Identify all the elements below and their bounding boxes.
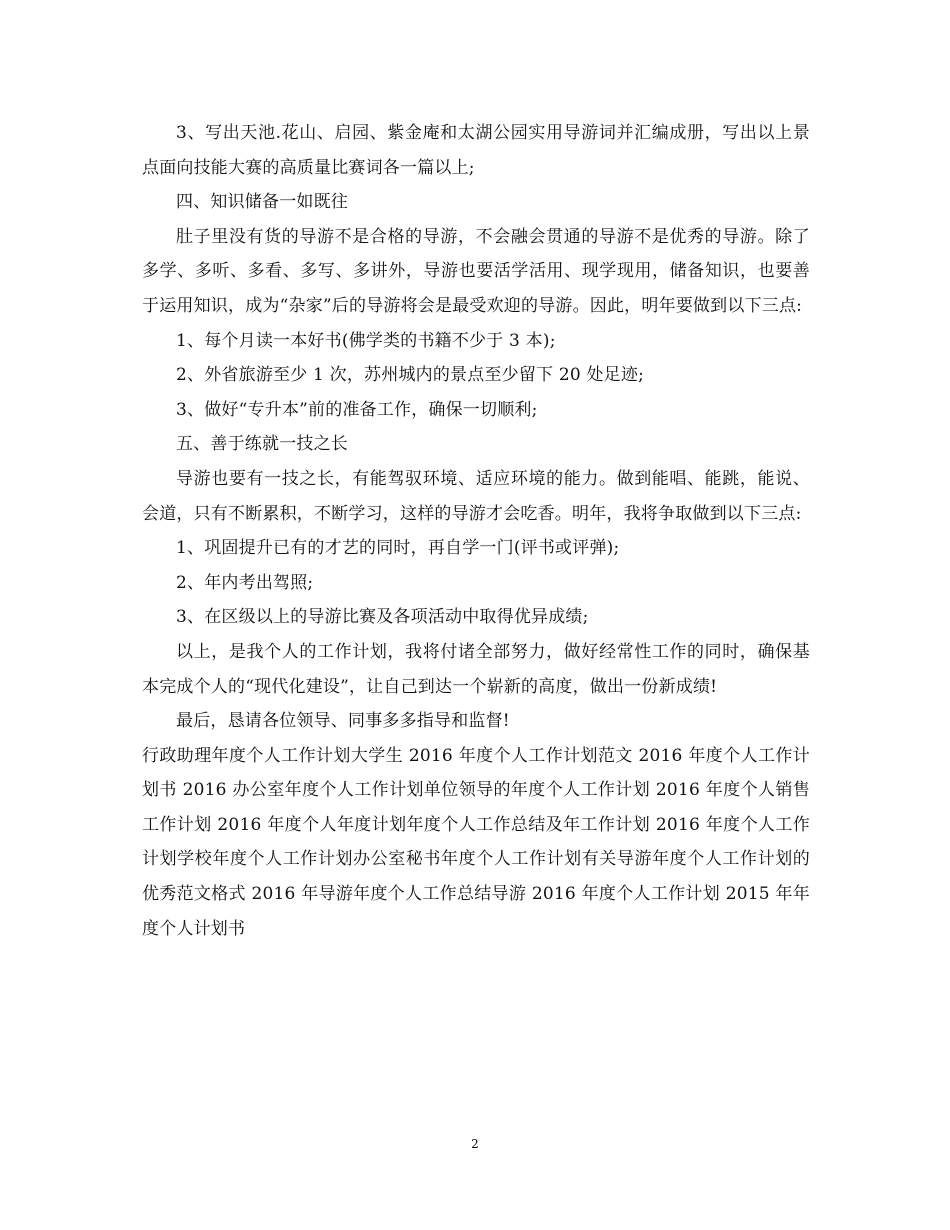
related-articles-text: 行政助理年度个人工作计划大学生 2016 年度个人工作计划范文 2016 年度个人工作计划书 2016 办公室年度个人工作计划单位领导的年度个人工作计划 2016 年度个人销售工作计划 2016 年度个人年度计划年度个人工作总结及年工作计划 2016 年度个人工作计划学校年度个人工作计划办公室秘书年度个人工作计划有关导游年度个人工作计划的优秀范文格式 2016 年导游年度个人工作总结导游 2016 年度个人工作计划 2015 年年度个人计划书 xyxy=(142,745,810,939)
paragraph-conclusion: 以上，是我个人的工作计划，我将付诸全部努力，做好经常性工作的同时，确保基本完成个人的“现代化建设”，让自己到达一个崭新的高度，做出一份新成绩! xyxy=(142,641,810,697)
list-item: 1、巩固提升已有的才艺的同时，再自学一门(评书或评弹); xyxy=(176,538,620,559)
page-number: 2 xyxy=(471,1137,479,1151)
paragraph-skills: 导游也要有一技之长，有能驾驭环境、适应环境的能力。做到能唱、能跳，能说、会道，只有不断累积，不断学习，这样的导游才会吃香。明年，我将争取做到以下三点: xyxy=(142,468,810,524)
list-item: 1、每个月读一本好书(佛学类的书籍不少于 3 本); xyxy=(176,330,556,351)
paragraph-closing: 最后，恳请各位领导、同事多多指导和监督! xyxy=(176,711,510,732)
section-heading-4: 四、知识储备一如既往 xyxy=(176,192,348,213)
list-item: 2、外省旅游至少 1 次，苏州城内的景点至少留下 20 处足迹; xyxy=(176,365,645,386)
list-item: 3、做好“专升本”前的准备工作，确保一切顺利; xyxy=(176,399,538,420)
list-item: 2、年内考出驾照; xyxy=(176,572,314,593)
list-item: 3、在区级以上的导游比赛及各项活动中取得优异成绩; xyxy=(176,607,589,628)
paragraph-knowledge: 肚子里没有货的导游不是合格的导游，不会融会贯通的导游不是优秀的导游。除了多学、多听、多看、多写、多讲外，导游也要活学活用、现学现用，储备知识，也要善于运用知识，成为“杂家”后的导游将会是最受欢迎的导游。因此，明年要做到以下三点: xyxy=(142,226,810,316)
document-body xyxy=(142,116,810,946)
section-heading-5: 五、善于练就一技之长 xyxy=(176,434,348,455)
paragraph-item-3: 3、写出天池.花山、启园、紫金庵和太湖公园实用导游词并汇编成册，写出以上景点面向技能大赛的高质量比赛词各一篇以上; xyxy=(142,123,810,178)
